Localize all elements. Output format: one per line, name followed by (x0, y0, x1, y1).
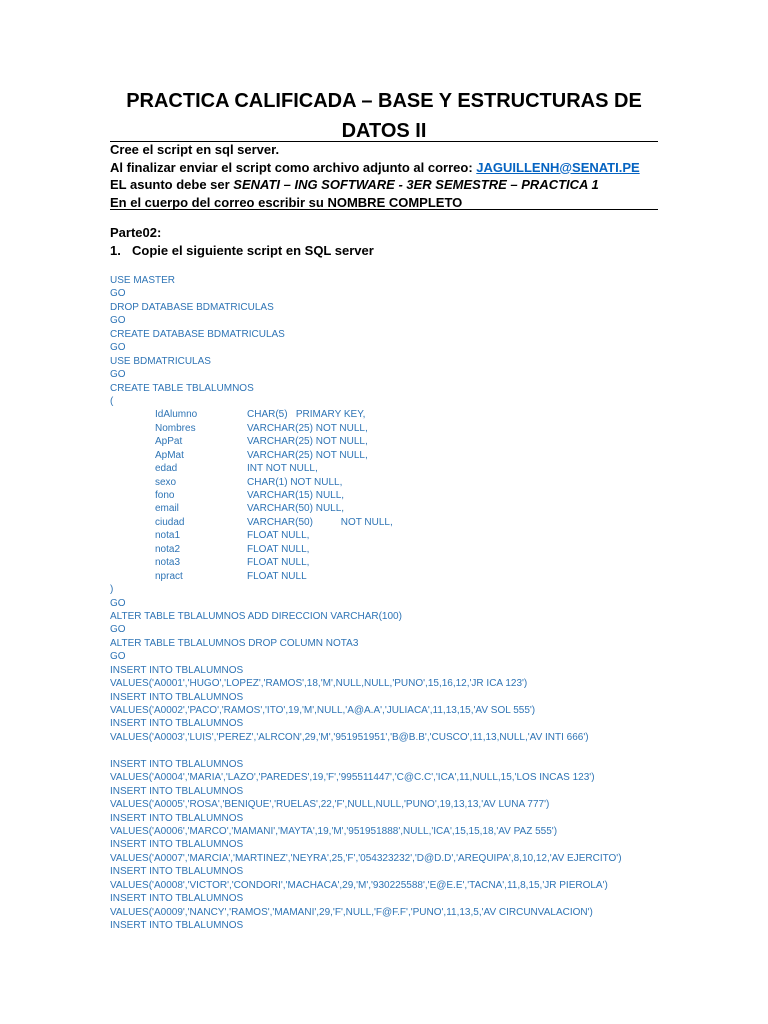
code-line: ALTER TABLE TBLALUMNOS DROP COLUMN NOTA3 (110, 637, 359, 649)
step-item (110, 243, 374, 258)
column-type: VARCHAR(50) NOT NULL, (247, 516, 393, 528)
code-line: GO (110, 624, 126, 636)
code-line: USE BDMATRICULAS (110, 355, 211, 367)
code-line: GO (110, 651, 126, 663)
code-line: VALUES('A0003','LUIS','PEREZ','ALRCON',29,'M','951951951','B@B.B','CUSCO',11,13,NULL,'AV INTI 666') (110, 731, 589, 743)
column-type: CHAR(5) PRIMARY KEY, (247, 409, 366, 421)
blank-line (110, 744, 710, 757)
column-definition (110, 435, 710, 448)
sql-script (110, 274, 710, 932)
column-type: VARCHAR(25) NOT NULL, (247, 422, 368, 434)
title-line-1: PRACTICA CALIFICADA – BASE Y ESTRUCTURAS DE (126, 90, 642, 112)
code-line: VALUES('A0009','NANCY','RAMOS','MAMANI',29,'F',NULL,'F@F.F','PUNO',11,13,5,'AV CIRCUNVALACION') (110, 906, 593, 918)
column-definition (110, 543, 710, 556)
column-name: email (155, 503, 179, 515)
code-line: GO (110, 369, 126, 381)
column-name: Nombres (155, 422, 196, 434)
code-line: GO (110, 597, 126, 609)
column-type: VARCHAR(25) NOT NULL, (247, 436, 368, 448)
column-type: INT NOT NULL, (247, 463, 318, 475)
instruction-line-2-text: Al finalizar enviar el script como archivo adjunto al correo: (110, 159, 477, 175)
instruction-line-4: En el cuerpo del correo escribir su NOMBRE COMPLETO (110, 194, 463, 210)
column-type: VARCHAR(15) NULL, (247, 490, 345, 501)
column-definition (110, 462, 710, 475)
code-line: VALUES('A0004','MARIA','LAZO','PAREDES',19,'F','995511447','C@C.C','ICA',11,NULL,15,'LOS INCAS 123') (110, 772, 595, 784)
code-line: INSERT INTO TBLALUMNOS (110, 839, 244, 851)
code-line: GO (110, 288, 126, 300)
instruction-line-3 (110, 176, 658, 194)
column-type: CHAR(1) NOT NULL, (247, 476, 343, 488)
column-definition (110, 476, 710, 489)
code-line: ( (110, 395, 114, 407)
column-type: FLOAT NULL (247, 570, 307, 582)
code-line: INSERT INTO TBLALUMNOS (110, 920, 244, 931)
code-line: VALUES('A0001','HUGO','LOPEZ','RAMOS',18,'M',NULL,NULL,'PUNO',15,16,12,'JR ICA 123') (110, 678, 528, 690)
column-type: FLOAT NULL, (247, 543, 310, 555)
code-line: INSERT INTO TBLALUMNOS (110, 893, 244, 905)
step-text: Copie el siguiente script en SQL server (132, 243, 374, 258)
column-type: VARCHAR(25) NOT NULL, (247, 449, 368, 461)
code-line: INSERT INTO TBLALUMNOS (110, 718, 244, 730)
code-line: CREATE DATABASE BDMATRICULAS (110, 328, 285, 340)
column-definition (110, 489, 710, 502)
code-line: INSERT INTO TBLALUMNOS (110, 785, 244, 797)
code-line: INSERT INTO TBLALUMNOS (110, 664, 244, 676)
code-line: INSERT INTO TBLALUMNOS (110, 812, 244, 824)
column-name: ciudad (155, 516, 185, 528)
column-name: npract (155, 570, 183, 582)
column-definition (110, 408, 710, 421)
code-line: USE MASTER (110, 275, 176, 286)
column-name: nota2 (155, 543, 181, 555)
column-name: ApPat (155, 436, 183, 448)
code-line: VALUES('A0006','MARCO','MAMANI','MAYTA',19,'M','951951888',NULL,'ICA',15,15,18,'AV PAZ 555') (110, 825, 558, 837)
column-name: IdAlumno (155, 409, 198, 421)
instruction-line-3-text: EL asunto debe ser (110, 177, 234, 192)
column-definition (110, 556, 710, 569)
email-subject: SENATI – ING SOFTWARE - 3ER SEMESTRE – PRACTICA 1 (233, 177, 599, 192)
code-line: GO (110, 315, 126, 327)
column-definition (110, 422, 710, 435)
column-name: nota1 (155, 530, 181, 542)
code-line: ) (110, 584, 114, 596)
code-line: VALUES('A0002','PACO','RAMOS','ITO',19,'M',NULL,'A@A.A','JULIACA',11,13,15,'AV SOL 555') (110, 705, 536, 716)
code-line: VALUES('A0008','VICTOR','CONDORI','MACHACA',29,'M','930225588','E@E.E','TACNA',11,8,15,'JR PIEROLA') (110, 879, 608, 891)
column-type: FLOAT NULL, (247, 557, 310, 569)
document-title (110, 86, 658, 146)
code-line: DROP DATABASE BDMATRICULAS (110, 301, 274, 313)
instructions-block (110, 141, 658, 211)
column-definition (110, 502, 710, 515)
instruction-line-1: Cree el script en sql server. (110, 142, 280, 157)
email-link[interactable]: JAGUILLENH@SENATI.PE (476, 159, 640, 175)
column-name: fono (155, 490, 175, 501)
code-line: VALUES('A0005','ROSA','BENIQUE','RUELAS',22,'F',NULL,NULL,'PUNO',19,13,13,'AV LUNA 777') (110, 799, 550, 811)
column-definition (110, 529, 710, 542)
code-line: VALUES('A0007','MARCIA','MARTINEZ','NEYRA',25,'F','054323232','D@D.D','AREQUIPA',8,10,12,'AV EJERCITO') (110, 852, 622, 864)
column-name: nota3 (155, 557, 181, 569)
code-line: INSERT INTO TBLALUMNOS (110, 691, 244, 703)
column-type: FLOAT NULL, (247, 530, 310, 542)
bottom-divider (110, 209, 658, 210)
column-definition (110, 449, 710, 462)
step-number: 1. (110, 243, 121, 258)
instruction-line-2 (110, 159, 658, 177)
column-name: ApMat (155, 449, 184, 461)
code-line: INSERT INTO TBLALUMNOS (110, 866, 244, 878)
part-label: Parte02: (110, 225, 162, 240)
column-name: edad (155, 463, 178, 475)
title-line-2: DATOS II (341, 120, 427, 142)
code-line: INSERT INTO TBLALUMNOS (110, 758, 244, 770)
column-definition (110, 516, 710, 529)
code-line: GO (110, 342, 126, 354)
code-line: ALTER TABLE TBLALUMNOS ADD DIRECCION VARCHAR(100) (110, 610, 402, 622)
code-line: CREATE TABLE TBLALUMNOS (110, 382, 254, 394)
column-name: sexo (155, 476, 177, 488)
column-type: VARCHAR(50) NULL, (247, 503, 345, 515)
column-definition (110, 570, 710, 583)
